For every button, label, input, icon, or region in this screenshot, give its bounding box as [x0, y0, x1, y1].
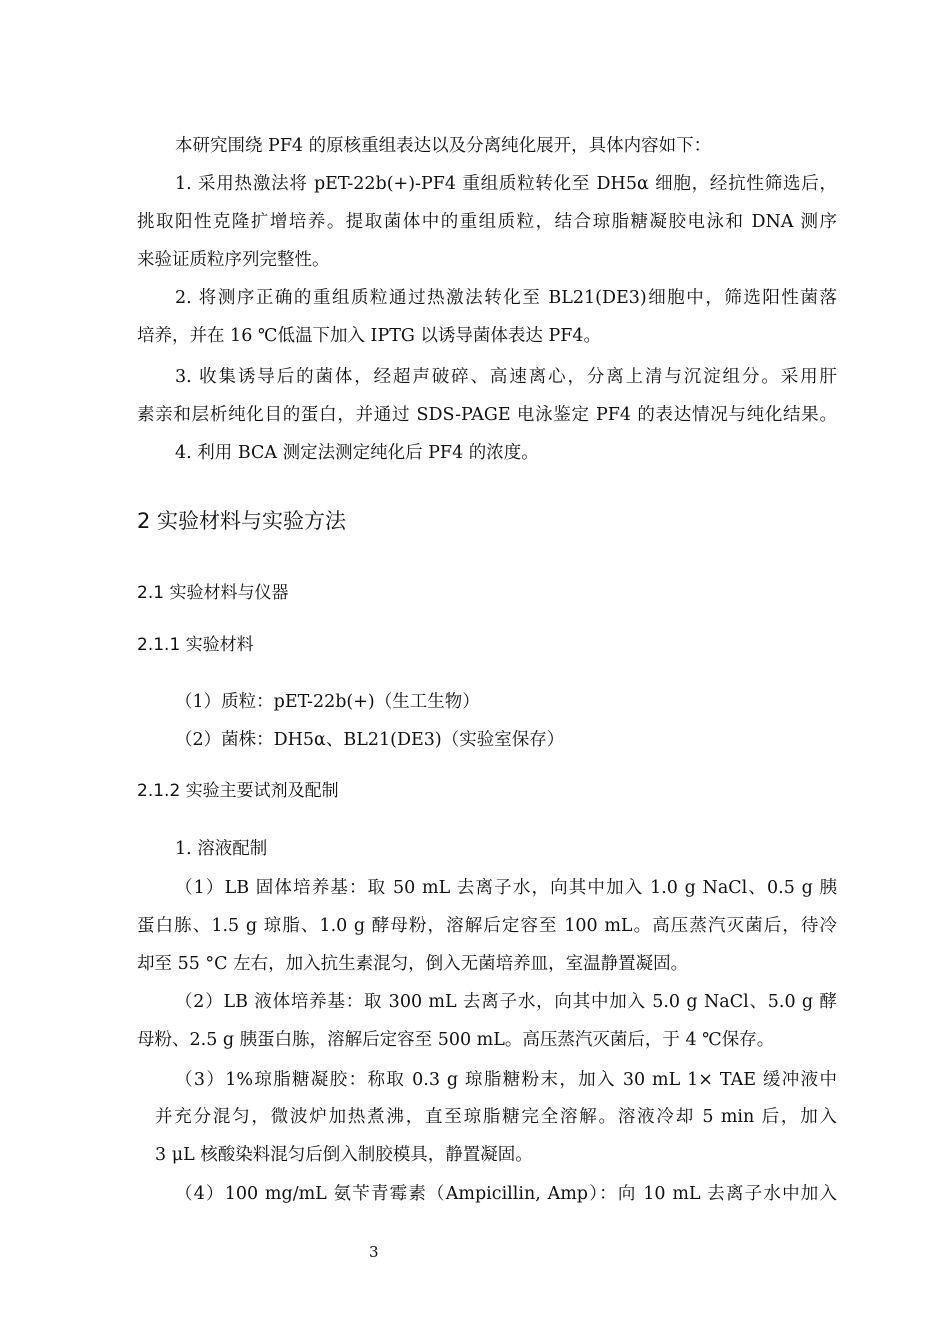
subsubsection-heading: 2.1.1 实验材料: [137, 635, 254, 655]
list-item-1-cont: 挑取阳性克隆扩增培养。提取菌体中的重组质粒，结合琼脂糖凝胶电泳和 DNA 测序: [137, 212, 837, 232]
list-item-1-end: 来验证质粒序列完整性。: [137, 250, 330, 270]
section-heading: 2 实验材料与实验方法: [137, 509, 347, 533]
list-item-2: 2. 将测序正确的重组质粒通过热激法转化至 BL21(DE3)细胞中，筛选阳性菌落: [175, 288, 837, 308]
list-item-3-end: 素亲和层析纯化目的蛋白，并通过 SDS-PAGE 电泳鉴定 PF4 的表达情况与纯化结果。: [137, 405, 837, 425]
material-item: （2）菌株：DH5α、BL21(DE3)（实验室保存）: [175, 730, 565, 750]
subsubsection-heading: 2.1.2 实验主要试剂及配制: [137, 781, 339, 801]
reagent-3: （3）1%琼脂糖凝胶：称取 0.3 g 琼脂糖粉末，加入 30 mL 1× TAE 缓冲液中: [175, 1070, 837, 1090]
list-item-1: 1. 采用热激法将 pET-22b(+)-PF4 重组质粒转化至 DH5α 细胞，经抗性筛选后，: [175, 174, 837, 194]
list-item-3: 3. 收集诱导后的菌体，经超声破碎、高速离心，分离上清与沉淀组分。采用肝: [175, 367, 837, 387]
reagent-3-cont: 并充分混匀，微波炉加热煮沸，直至琼脂糖完全溶解。溶液冷却 5 min 后，加入: [155, 1107, 837, 1127]
list-item-4: 4. 利用 BCA 测定法测定纯化后 PF4 的浓度。: [175, 443, 539, 463]
reagent-4: （4）100 mg/mL 氨苄青霉素（Ampicillin, Amp）：向 10 mL 去离子水中加入: [175, 1184, 837, 1204]
list-item-2-end: 培养，并在 16 ℃低温下加入 IPTG 以诱导菌体表达 PF4。: [137, 326, 602, 346]
reagent-1: （1）LB 固体培养基：取 50 mL 去离子水，向其中加入 1.0 g NaCl、0.5 g 胰: [175, 878, 837, 898]
solution-title: 1. 溶液配制: [175, 839, 268, 859]
reagent-1-cont: 蛋白胨、1.5 g 琼脂、1.0 g 酵母粉，溶解后定容至 100 mL。高压蒸汽灭菌后，待冷: [137, 916, 837, 936]
page-number: 3: [369, 1243, 379, 1261]
subsection-heading: 2.1 实验材料与仪器: [137, 583, 289, 603]
reagent-2: （2）LB 液体培养基：取 300 mL 去离子水，向其中加入 5.0 g NaCl、5.0 g 酵: [175, 992, 837, 1012]
reagent-3-end: 3 μL 核酸染料混匀后倒入制胶模具，静置凝固。: [155, 1145, 533, 1165]
reagent-1-end: 却至 55 °C 左右，加入抗生素混匀，倒入无菌培养皿，室温静置凝固。: [137, 954, 689, 974]
material-item: （1）质粒：pET-22b(+)（生工生物）: [175, 692, 480, 712]
reagent-2-end: 母粉、2.5 g 胰蛋白胨，溶解后定容至 500 mL。高压蒸汽灭菌后，于 4 ℃保存。: [137, 1030, 775, 1050]
intro-paragraph: 本研究围绕 PF4 的原核重组表达以及分离纯化展开，具体内容如下：: [175, 136, 712, 156]
